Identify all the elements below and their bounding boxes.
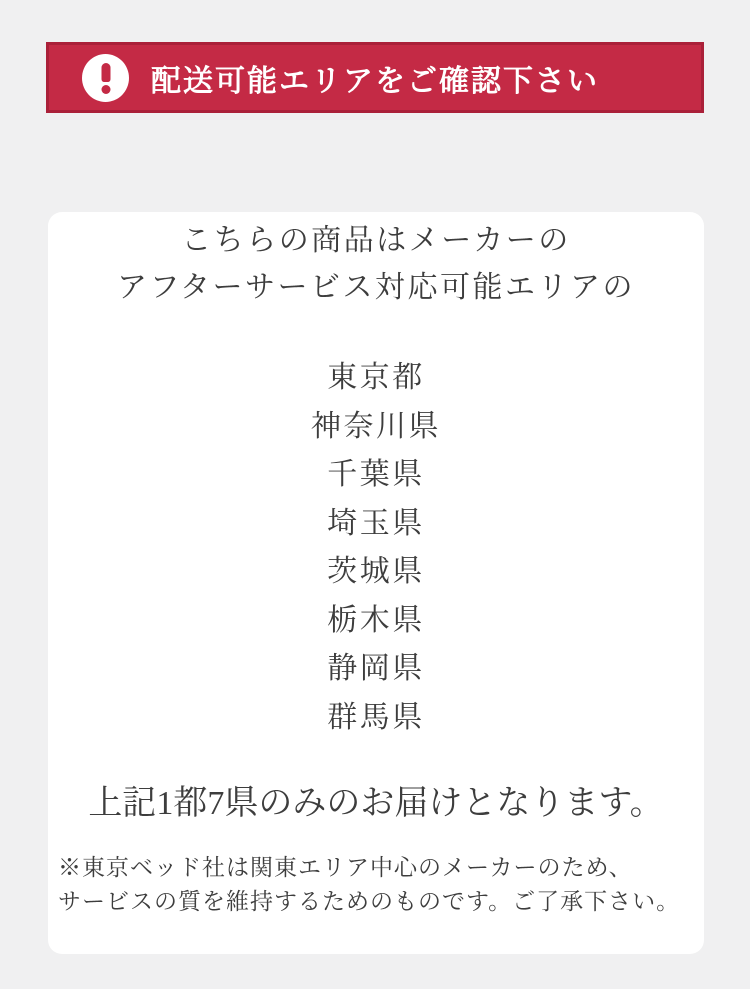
prefecture-item: 東京都 — [327, 361, 425, 394]
prefecture-list — [48, 354, 704, 742]
prefecture-item: 神奈川県 — [311, 409, 441, 443]
prefecture-item: 埼玉県 — [327, 506, 425, 540]
banner-title: 配送可能エリアをご確認下さい — [151, 64, 599, 98]
delivery-notice-card — [48, 212, 704, 954]
footnote — [58, 851, 698, 919]
intro-line-1: こちらの商品はメーカーの — [181, 224, 571, 257]
prefecture-item: 茨城県 — [327, 555, 425, 588]
footnote-line-2: サービスの質を維持するためのものです。ご了承下さい。 — [58, 889, 681, 914]
prefecture-item: 静岡県 — [327, 652, 425, 685]
delivery-scope-emphasis: 上記1都7県のみのお届けとなります。 — [88, 785, 664, 822]
intro-text — [48, 217, 704, 311]
prefecture-item: 群馬県 — [327, 700, 425, 734]
delivery-area-alert-banner — [46, 42, 704, 113]
intro-line-2: アフターサービス対応可能エリアの — [117, 271, 635, 304]
footnote-line-1: ※東京ベッド社は関東エリア中心のメーカーのため、 — [58, 855, 633, 880]
prefecture-item: 千葉県 — [327, 458, 425, 491]
prefecture-item: 栃木県 — [327, 603, 425, 637]
